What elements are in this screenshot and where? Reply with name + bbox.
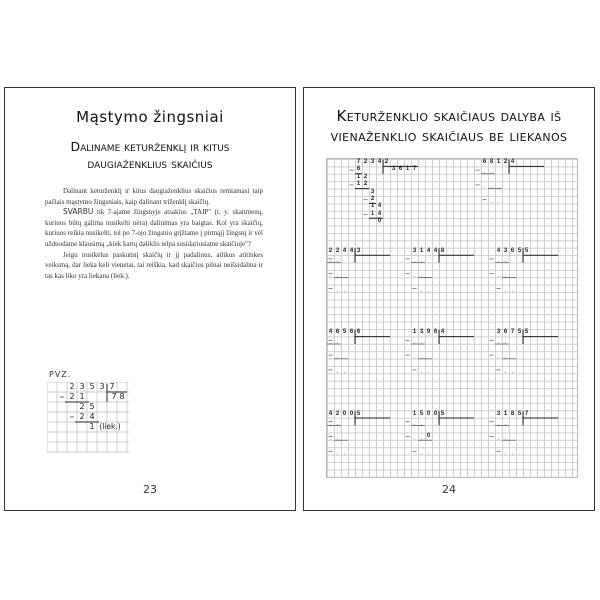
solved-dividend-digit: 4: [377, 159, 382, 165]
placeholder-dot: [337, 372, 338, 373]
example-remainder: 1: [89, 422, 95, 431]
solved-quotient-digit: 6: [398, 166, 403, 173]
problem-dividend-digit: 5: [517, 329, 522, 336]
problem-dividend-digit: 1: [412, 329, 417, 336]
problem-dividend-digit: 0: [349, 410, 354, 417]
solved-quotient-digit: 3: [391, 166, 396, 173]
example-label: PVZ.: [49, 370, 72, 379]
placeholder-dot: [512, 291, 513, 292]
placeholder-dot: [505, 454, 506, 455]
problem-dividend-digit: 0: [433, 410, 438, 417]
placeholder-dot: [484, 187, 485, 188]
example-divisor: 7: [109, 382, 115, 391]
placeholder-dot: [484, 172, 485, 173]
placeholder-dot: [337, 261, 338, 262]
problem-dividend-digit: 3: [503, 247, 508, 254]
problem-dividend-digit: 0: [426, 410, 431, 417]
solved-step-digit: 1: [356, 181, 361, 188]
placeholder-dot: [491, 172, 492, 173]
placeholder-dot: [491, 187, 492, 188]
placeholder-dot: [421, 261, 422, 262]
placeholder-dot: [491, 202, 492, 203]
problem-divisor: 8: [440, 247, 445, 254]
solved-dividend-digit: 3: [370, 159, 375, 165]
placeholder-dot: [421, 291, 422, 292]
placeholder-dot: [414, 276, 415, 277]
problem-dividend-digit: 4: [349, 247, 354, 254]
solved-dividend-digit: 7: [356, 159, 361, 165]
placeholder-dot: [421, 424, 422, 425]
problem-dividend-digit: 6: [503, 329, 508, 336]
problem-dividend-digit: 5: [517, 247, 522, 254]
left-page: [4, 87, 296, 511]
problem-dividend-digit: 7: [510, 329, 515, 336]
placeholder-dot: [330, 424, 331, 425]
problem-dividend-digit: 4: [426, 247, 431, 254]
placeholder-dot: [330, 343, 331, 344]
title-line-2: vienaženklio skaičiaus be liekanos: [330, 127, 568, 145]
problem-dividend-digit: 6: [510, 247, 515, 254]
problem-divisor: 5: [524, 329, 529, 336]
problem-dividend-digit: 1: [412, 410, 417, 417]
placeholder-dot: [344, 372, 345, 373]
exercise-grid: [326, 158, 578, 478]
problem-dividend-digit: 1: [419, 247, 424, 254]
problem-dividend-digit: 4: [328, 410, 333, 417]
placeholder-dot: [330, 276, 331, 277]
example-dividend-digit: 5: [89, 382, 95, 391]
placeholder-dot: [421, 343, 422, 344]
problem-dividend-digit: 3: [496, 410, 501, 417]
solved-step-digit: 3: [370, 188, 375, 195]
placeholder-dot: [421, 357, 422, 358]
paragraph-1: Dalinant keturženklį ir kitus daugiaženklius skaičius remiamasi taip pačiais mąstymo žingsniais, kaip dalinant triženklį skaičių.: [45, 187, 263, 206]
placeholder-dot: [337, 291, 338, 292]
solved-step-digit: 0: [377, 218, 382, 225]
placeholder-dot: [505, 424, 506, 425]
example-dividend-digit: 3: [99, 382, 105, 391]
placeholder-dot: [344, 291, 345, 292]
problem-divisor: 5: [440, 410, 445, 417]
solved-quotient-digit: 7: [412, 166, 417, 173]
placeholder-dot: [498, 424, 499, 425]
placeholder-dot: [505, 291, 506, 292]
solved-divisor: 2: [384, 159, 389, 165]
example-dividend-digit: 2: [69, 382, 75, 391]
placeholder-dot: [337, 454, 338, 455]
solved-step-digit: 2: [363, 181, 368, 188]
placeholder-dot: [498, 276, 499, 277]
example-quotient-digit: 8: [119, 392, 125, 401]
exercise-division-lines: [327, 159, 579, 479]
example-step-digit: 1: [79, 392, 85, 401]
right-page: [303, 87, 595, 511]
problem-dividend-digit: 6: [433, 329, 438, 336]
placeholder-dot: [330, 261, 331, 262]
placeholder-dot: [498, 357, 499, 358]
problem-dividend-digit: 4: [496, 247, 501, 254]
problem-dividend-digit: 2: [503, 159, 508, 165]
problem-dividend-digit: 8: [510, 410, 515, 417]
problem-divisor: 6: [356, 329, 361, 336]
example-step-digit: 5: [89, 402, 95, 411]
problem-dividend-digit: 2: [328, 247, 333, 254]
placeholder-dot: [498, 439, 499, 440]
solved-step-digit: 4: [377, 210, 382, 217]
placeholder-dot: [414, 439, 415, 440]
placeholder-dot: [330, 439, 331, 440]
problem-dividend-digit: 3: [412, 247, 417, 254]
placeholder-dot: [421, 454, 422, 455]
problem-dividend-digit: 0: [342, 410, 347, 417]
problem-dividend-digit: 3: [496, 329, 501, 336]
body-text: [45, 186, 263, 281]
problem-dividend-digit: 2: [335, 410, 340, 417]
solved-dividend-digit: 2: [363, 159, 368, 165]
placeholder-dot: [414, 424, 415, 425]
placeholder-dot: [337, 276, 338, 277]
problem-dividend-digit: 1: [503, 410, 508, 417]
placeholder-dot: [498, 343, 499, 344]
page-subtitle: [5, 138, 295, 172]
placeholder-dot: [330, 357, 331, 358]
placeholder-dot: [505, 372, 506, 373]
placeholder-dot: [414, 357, 415, 358]
placeholder-dot: [344, 454, 345, 455]
solved-step-digit: 4: [377, 203, 382, 210]
placeholder-dot: [414, 261, 415, 262]
placeholder-dot: [421, 439, 422, 440]
problem-divisor: 7: [524, 410, 529, 417]
page-title: [304, 106, 594, 146]
problem-dividend-digit: 4: [433, 247, 438, 254]
placeholder-dot: [428, 291, 429, 292]
placeholder-dot: [421, 276, 422, 277]
problem-divisor: 5: [524, 247, 529, 254]
subtitle-line-2: daugiaženklius skaičius: [87, 156, 213, 171]
placeholder-dot: [505, 261, 506, 262]
example-step-digit: 2: [79, 412, 85, 421]
problem-divisor: 5: [356, 410, 361, 417]
example-step-digit: 4: [89, 412, 95, 421]
problem-divisor: 4: [510, 159, 515, 165]
problem-dividend-digit: 5: [419, 410, 424, 417]
problem-dividend-digit: 3: [419, 329, 424, 336]
placeholder-dot: [505, 343, 506, 344]
problem-dividend-digit: 5: [342, 329, 347, 336]
subtitle-line-1: Daliname keturženklį ir kitus: [70, 139, 230, 154]
example-step-digit: 2: [79, 402, 85, 411]
problem-dividend-digit: 8: [489, 159, 494, 165]
paragraph-3: Jeigu nusikėlus paskutinį skaičių ir jį padalinus, atlikus atitinkes veiksmą, dar lieka keli vienetai, tai reiškia, kad skaičius pilnai neišsidalina ir tas kas liko yra liekana (liek.).: [45, 250, 263, 280]
placeholder-dot: [505, 276, 506, 277]
placeholder-dot: [505, 357, 506, 358]
problem-dividend-digit: 1: [496, 159, 501, 165]
solved-step-digit: 2: [363, 173, 368, 180]
example-division-grid: [47, 382, 129, 453]
example-step-digit: 2: [69, 392, 75, 401]
solved-step-digit: 1: [356, 173, 361, 180]
placeholder-dot: [498, 261, 499, 262]
paragraph-2: [45, 207, 263, 249]
placeholder-dot: [512, 454, 513, 455]
problem-dividend-digit: 6: [482, 159, 487, 165]
page-number: 24: [442, 483, 456, 496]
placeholder-dot: [337, 424, 338, 425]
problem-dividend-digit: 6: [349, 329, 354, 336]
placeholder-dot: [498, 202, 499, 203]
problem-dividend-digit: 4: [328, 329, 333, 336]
problem-dividend-digit: 2: [335, 247, 340, 254]
placeholder-dot: [414, 343, 415, 344]
problem-divisor: 4: [440, 329, 445, 336]
placeholder-dot: [428, 372, 429, 373]
placeholder-dot: [512, 372, 513, 373]
solved-step-digit: 1: [370, 203, 375, 210]
placeholder-dot: [505, 439, 506, 440]
paragraph-2-text: tik 7-ajame žingsnyje atsakius „TAIP" (t. y. skaitmenų, kuriuos būtų galima nusikelti nėra) dalinimas yra baigtas. Kol yra skaičių, kuriuos reikia nusikelti, tol po 7-ojo žingsnio grįžtame į pirmąjį žingsnį ir vėl užduodame klausimą „kiek kartų daliklis telpa susidariusiame skaičiuje"?: [45, 208, 263, 248]
example-remainder-label: (liek.): [99, 422, 121, 431]
example-dividend-digit: 3: [79, 382, 85, 391]
page-number: 23: [143, 483, 157, 496]
problem-dividend-digit: 4: [342, 247, 347, 254]
solved-step-digit: 2: [370, 196, 375, 202]
placeholder-dot: [428, 454, 429, 455]
title-line-1: Keturženklio skaičiaus dalyba iš: [336, 107, 562, 125]
example-quotient-digit: 7: [111, 392, 117, 401]
solved-step-digit: 6: [356, 166, 361, 173]
solved-quotient-digit: 1: [405, 166, 410, 173]
placeholder-dot: [337, 439, 338, 440]
problem-divisor: 3: [356, 247, 361, 254]
stray-digit: 0: [426, 432, 431, 439]
page-title: Mąstymo žingsniai: [76, 108, 224, 126]
problem-dividend-digit: 9: [426, 329, 431, 336]
placeholder-dot: [337, 343, 338, 344]
placeholder-dot: [337, 357, 338, 358]
problem-dividend-digit: 6: [335, 329, 340, 336]
placeholder-dot: [421, 372, 422, 373]
solved-step-digit: 1: [370, 210, 375, 217]
svarbu-word: SVARBU: [63, 207, 94, 217]
problem-dividend-digit: 5: [517, 410, 522, 417]
